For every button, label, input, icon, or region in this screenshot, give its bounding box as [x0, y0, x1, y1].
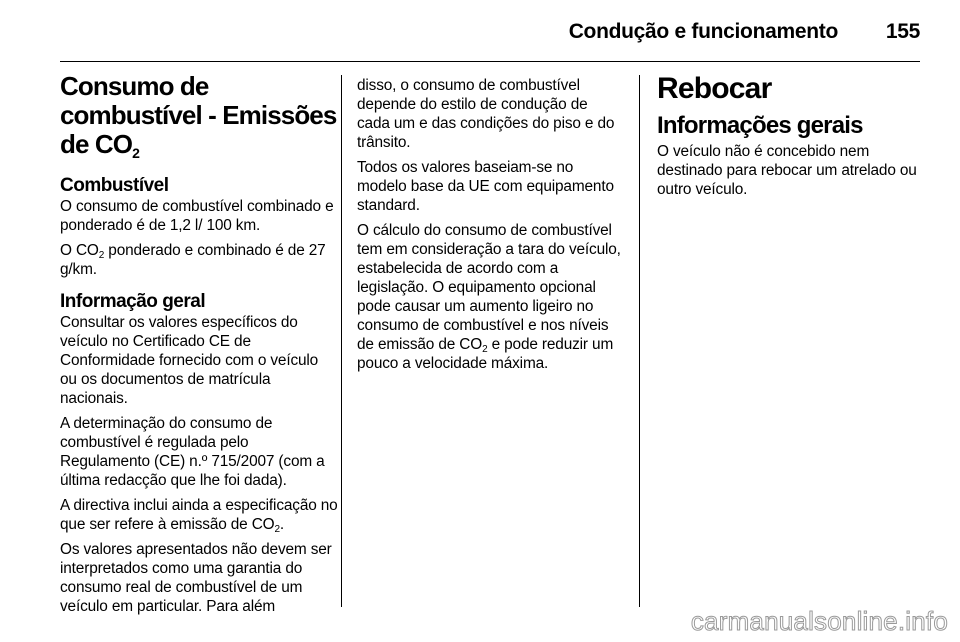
paragraph-directiva: A directiva inclui ainda a especificação no que ser refere à emissão de $CO_2$. [60, 497, 338, 535]
chapter-title: Condução e funcionamento [568, 20, 838, 43]
paragraph-valores-especificos: Consultar os valores específicos do veículo no Certificado CE de Conformidade fornecido com o veículo ou os documentos de matrícula nacionais. [60, 314, 319, 407]
paragraph-estilo-conducao: disso, o consumo de combustível depende do estilo de condução de cada um e das condições do piso e do trânsito. [357, 77, 615, 151]
paragraph-co2-ponderado: O $CO_2$ ponderado e combinado é de 27 g/km. [60, 242, 326, 278]
column-divider-2 [639, 75, 640, 607]
heading-combustivel: Combustível [60, 175, 169, 196]
heading-informacoes-gerais: Informações gerais [657, 112, 863, 139]
section-title-rebocar: Rebocar [657, 72, 772, 105]
page-number: 155 [885, 20, 920, 43]
column-1 [60, 72, 338, 622]
page-header [60, 18, 920, 48]
watermark: carmanualsonline.info [690, 606, 948, 636]
heading-informacao-geral: Informação geral [60, 291, 206, 312]
paragraph-calculo-consumo: O cálculo do consumo de combustível tem em consideração a tara do veículo, estabelecida de acordo com a legislação. O equipamento opcional pode causar um aumento ligeiro no consumo de combustível e nos níveis de emissão de $CO_2$ e pode reduzir um pouco a velocidade máxima. [357, 222, 621, 372]
header-rule [60, 61, 920, 62]
column-3 [657, 72, 919, 205]
paragraph-modelo-base: Todos os valores baseiam-se no modelo base da UE com equipamento standard. [357, 159, 614, 214]
section-title-consumo: Consumo de combustível - Emissões de $CO_2$ [60, 71, 337, 161]
paragraph-consumo-combinado: O consumo de combustível combinado e ponderado é de 1,2 l/ 100 km. [60, 198, 334, 234]
column-divider-1 [341, 75, 342, 607]
paragraph-rebocar: O veículo não é concebido nem destinado para rebocar um atrelado ou outro veículo. [657, 143, 917, 198]
paragraph-valores-garantia: Os valores apresentados não devem ser interpretados como uma garantia do consumo real de combustível de um veículo em particular. Para além [60, 541, 332, 615]
column-2 [357, 76, 623, 379]
paragraph-regulamento: A determinação do consumo de combustível é regulada pelo Regulamento (CE) n.º 715/2007 (com a última redacção que lhe foi dada). [60, 415, 325, 489]
